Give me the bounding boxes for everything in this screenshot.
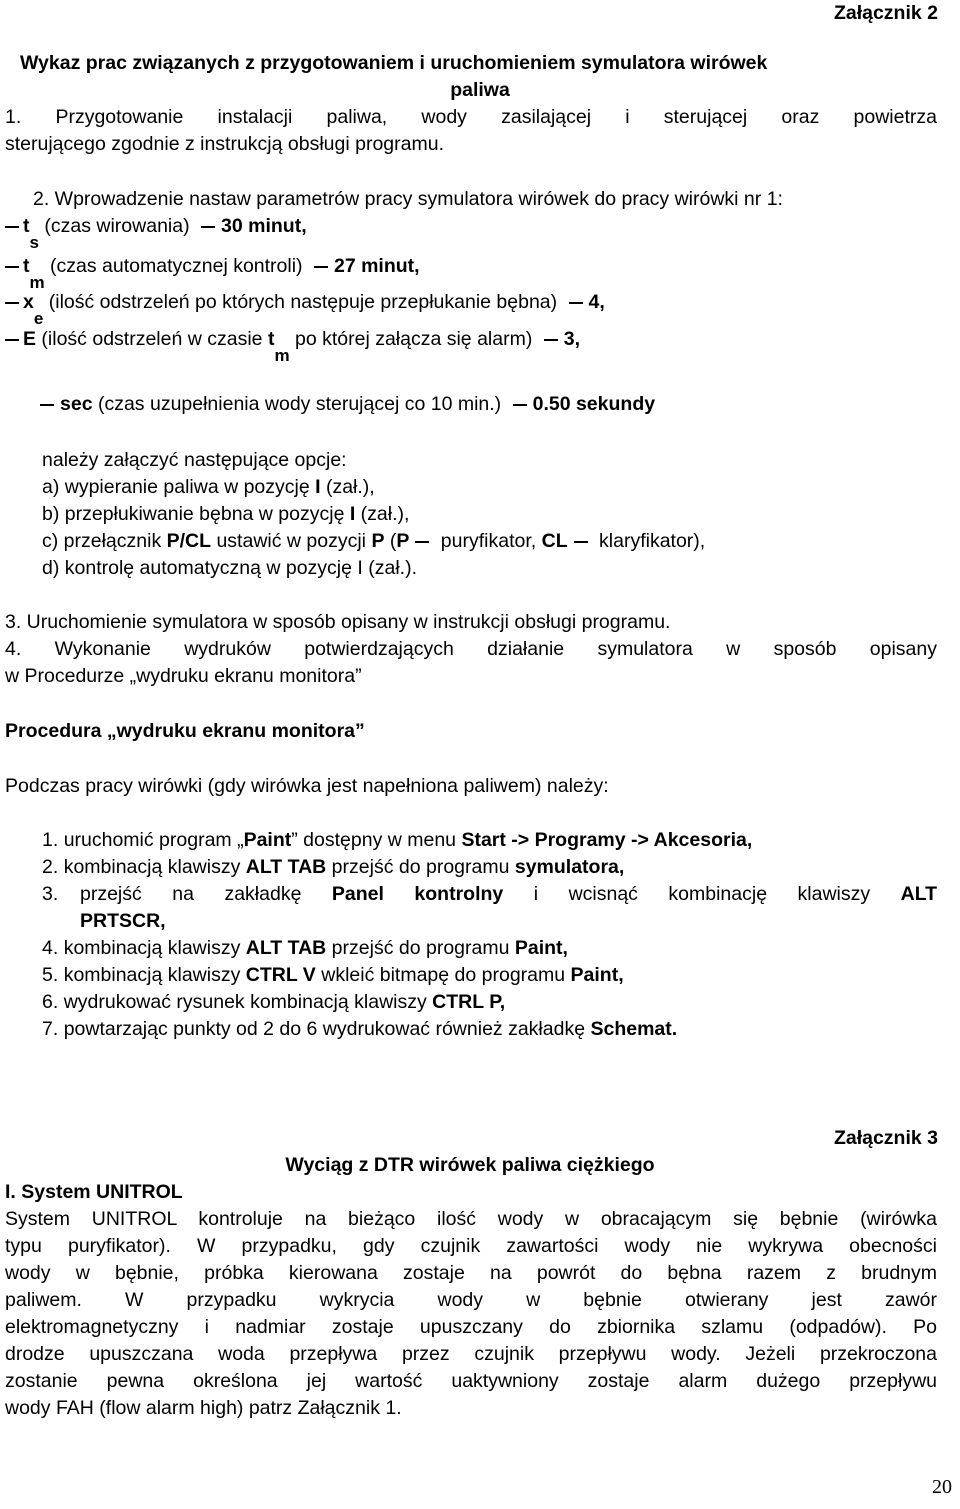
param-xe: xe (ilość odstrzeleń po których następuje przepłukanie bębna) 4, — [5, 289, 605, 316]
procedure-intro: Podczas pracy wirówki (gdy wirówka jest napełniona paliwem) należy: — [5, 775, 609, 797]
item1-line2: sterującego zgodnie z instrukcją obsługi programu. — [5, 133, 444, 155]
annex2-label: Załącznik 2 — [833, 2, 938, 24]
dash-icon — [513, 404, 527, 406]
annex3-line: elektromagnetyczny i nadmiar zostaje upuszczany do zbiornika szlamu (odpadów). Po — [5, 1316, 937, 1338]
annex3-last-line: wody FAH (flow alarm high) patrz Załącznik 1. — [5, 1397, 402, 1419]
step-3-number: 3. — [42, 883, 59, 905]
annex3-section: I. System UNITROL — [5, 1181, 183, 1203]
annex3-line: zostanie pewna określona jej wartość uaktywniony zostaje alarm dużego przepływu — [5, 1370, 937, 1392]
annex3-title: Wyciąg z DTR wirówek paliwa ciężkiego — [285, 1154, 655, 1176]
dash-icon — [569, 302, 583, 304]
dash-icon — [314, 266, 328, 268]
annex3-line: typu puryfikator). W przypadku, gdy czujnik zawartości wody nie wykrywa obecności — [5, 1235, 937, 1257]
step-4: 4. kombinacją klawiszy ALT TAB przejść do programu Paint, — [42, 937, 568, 959]
dash-icon — [415, 541, 429, 543]
dash-icon — [5, 302, 19, 304]
option-d: d) kontrolę automatyczną w pozycję I (zał.). — [42, 557, 417, 579]
item4-line1: 4. Wykonanie wydruków potwierdzających działanie symulatora w sposób opisany — [5, 638, 937, 660]
param-ts: ts (czas wirowania) 30 minut, — [5, 213, 307, 240]
step-2: 2. kombinacją klawiszy ALT TAB przejść do programu symulatora, — [42, 856, 625, 878]
dash-icon — [40, 404, 54, 406]
step-5: 5. kombinacją klawiszy CTRL V wkleić bitmapę do programu Paint, — [42, 964, 624, 986]
option-c: c) przełącznik P/CL ustawić w pozycji P (P puryfikator, CL klaryfikator), — [42, 530, 706, 552]
item1-line1: 1. Przygotowanie instalacji paliwa, wody zasilającej i sterującej oraz powietrza — [5, 106, 937, 128]
param-tm: tm (czas automatycznej kontroli) 27 minut, — [5, 253, 420, 280]
option-b: b) przepłukiwanie bębna w pozycję I (zał.), — [42, 503, 410, 525]
item4-line2: w Procedurze „wydruku ekranu monitora” — [5, 665, 362, 687]
item2-intro: 2. Wprowadzenie nastaw parametrów pracy symulatora wirówek do pracy wirówki nr 1: — [33, 188, 783, 210]
options-intro: należy załączyć następujące opcje: — [42, 449, 347, 471]
step-6: 6. wydrukować rysunek kombinacją klawiszy CTRL P, — [42, 991, 506, 1013]
step-7: 7. powtarzając punkty od 2 do 6 wydrukować również zakładkę Schemat. — [42, 1018, 678, 1040]
annex3-line: paliwem. W przypadku wykrycia wody w bębnie otwierany jest zawór — [5, 1289, 937, 1311]
annex3-line: drodze upuszczana woda przepływa przez czujnik przepływu wody. Jeżeli przekroczona — [5, 1343, 937, 1365]
param-e: E (ilość odstrzeleń w czasie tm po której załącza się alarm) 3, — [5, 326, 580, 353]
dash-icon — [574, 541, 588, 543]
annex2-title-line2: paliwa — [450, 79, 510, 101]
step-3-line2: PRTSCR, — [80, 910, 166, 932]
annex3-label: Załącznik 3 — [833, 1127, 938, 1149]
step-1: 1. uruchomić program „Paint” dostępny w menu Start -> Programy -> Akcesoria, — [42, 829, 753, 851]
dash-icon — [5, 226, 19, 228]
option-a: a) wypieranie paliwa w pozycję I (zał.), — [42, 476, 375, 498]
annex3-line: wody w bębnie, próbka kierowana zostaje na powrót do bębna razem z brudnym — [5, 1262, 937, 1284]
step-3-line1: przejść na zakładkę Panel kontrolny i wcisnąć kombinację klawiszy ALT — [80, 883, 938, 905]
dash-icon — [544, 339, 558, 341]
page-number: 20 — [932, 1476, 952, 1498]
item3: 3. Uruchomienie symulatora w sposób opisany w instrukcji obsługi programu. — [5, 611, 671, 633]
procedure-title: Procedura „wydruku ekranu monitora” — [5, 720, 365, 742]
dash-icon — [201, 226, 215, 228]
dash-icon — [5, 339, 19, 341]
dash-icon — [5, 266, 19, 268]
param-sec: sec (czas uzupełnienia wody sterującej co 10 min.) 0.50 sekundy — [40, 391, 655, 418]
annex3-line: System UNITROL kontroluje na bieżąco ilość wody w obracającym się bębnie (wirówka — [5, 1208, 937, 1230]
annex2-title-line1: Wykaz prac związanych z przygotowaniem i uruchomieniem symulatora wirówek — [20, 52, 768, 74]
